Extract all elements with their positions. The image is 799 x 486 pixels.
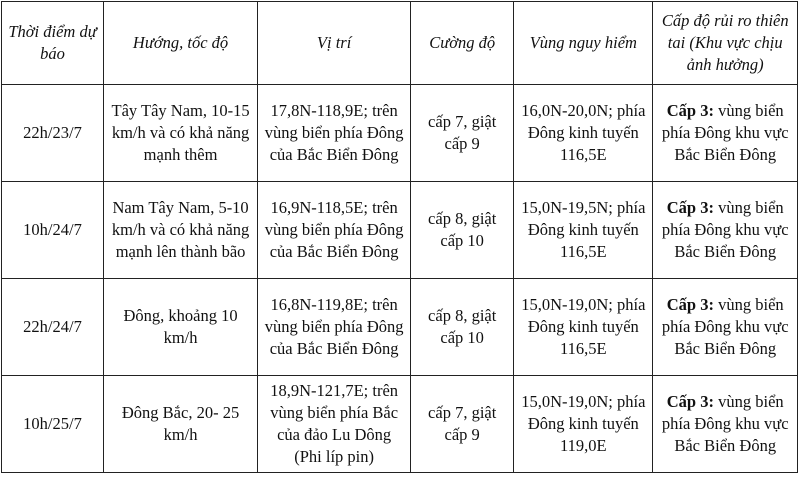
cell-intensity: cấp 8, giật cấp 10	[411, 279, 514, 376]
risk-level-label: Cấp 3:	[666, 198, 714, 217]
header-forecast-time: Thời điểm dự báo	[2, 2, 104, 85]
cell-direction: Đông Bắc, 20- 25 km/h	[104, 376, 258, 473]
cell-risk	[653, 279, 798, 376]
table-header-row	[2, 2, 798, 85]
cell-time: 22h/24/7	[2, 279, 104, 376]
cell-time: 10h/25/7	[2, 376, 104, 473]
risk-area-text: vùng biển phía Đông khu vực Bắc Biển Đông	[661, 198, 789, 261]
cell-danger-zone: 16,0N-20,0N; phía Đông kinh tuyến 116,5E	[514, 85, 653, 182]
table-row	[2, 279, 798, 376]
cell-time: 22h/23/7	[2, 85, 104, 182]
header-danger-zone: Vùng nguy hiểm	[514, 2, 653, 85]
risk-area-text: vùng biển phía Đông khu vực Bắc Biển Đông	[661, 392, 789, 455]
cell-position: 16,8N-119,8E; trên vùng biển phía Đông của Bắc Biển Đông	[258, 279, 411, 376]
risk-level-label: Cấp 3:	[666, 295, 714, 314]
risk-level-label: Cấp 3:	[666, 101, 714, 120]
cell-intensity: cấp 8, giật cấp 10	[411, 182, 514, 279]
table-row	[2, 182, 798, 279]
cell-direction: Tây Tây Nam, 10-15 km/h và có khả năng mạnh thêm	[104, 85, 258, 182]
table-row	[2, 85, 798, 182]
cell-position: 17,8N-118,9E; trên vùng biển phía Đông của Bắc Biển Đông	[258, 85, 411, 182]
cell-direction: Nam Tây Nam, 5-10 km/h và có khả năng mạnh lên thành bão	[104, 182, 258, 279]
risk-level-label: Cấp 3:	[666, 392, 714, 411]
cell-risk	[653, 182, 798, 279]
cell-intensity: cấp 7, giật cấp 9	[411, 85, 514, 182]
cell-risk	[653, 85, 798, 182]
cell-danger-zone: 15,0N-19,5N; phía Đông kinh tuyến 116,5E	[514, 182, 653, 279]
cell-time: 10h/24/7	[2, 182, 104, 279]
cell-danger-zone: 15,0N-19,0N; phía Đông kinh tuyến 119,0E	[514, 376, 653, 473]
cell-direction: Đông, khoảng 10 km/h	[104, 279, 258, 376]
cell-intensity: cấp 7, giật cấp 9	[411, 376, 514, 473]
cell-danger-zone: 15,0N-19,0N; phía Đông kinh tuyến 116,5E	[514, 279, 653, 376]
forecast-table	[1, 1, 798, 473]
cell-risk	[653, 376, 798, 473]
header-intensity: Cường độ	[411, 2, 514, 85]
table-row	[2, 376, 798, 473]
risk-area-text: vùng biển phía Đông khu vực Bắc Biển Đông	[661, 295, 789, 358]
cell-position: 18,9N-121,7E; trên vùng biển phía Bắc của đảo Lu Dông (Phi líp pin)	[258, 376, 411, 473]
header-direction-speed: Hướng, tốc độ	[104, 2, 258, 85]
header-position: Vị trí	[258, 2, 411, 85]
cell-position: 16,9N-118,5E; trên vùng biển phía Đông của Bắc Biển Đông	[258, 182, 411, 279]
risk-area-text: vùng biển phía Đông khu vực Bắc Biển Đông	[661, 101, 789, 164]
header-risk-level: Cấp độ rủi ro thiên tai (Khu vực chịu ảnh hưởng)	[653, 2, 798, 85]
